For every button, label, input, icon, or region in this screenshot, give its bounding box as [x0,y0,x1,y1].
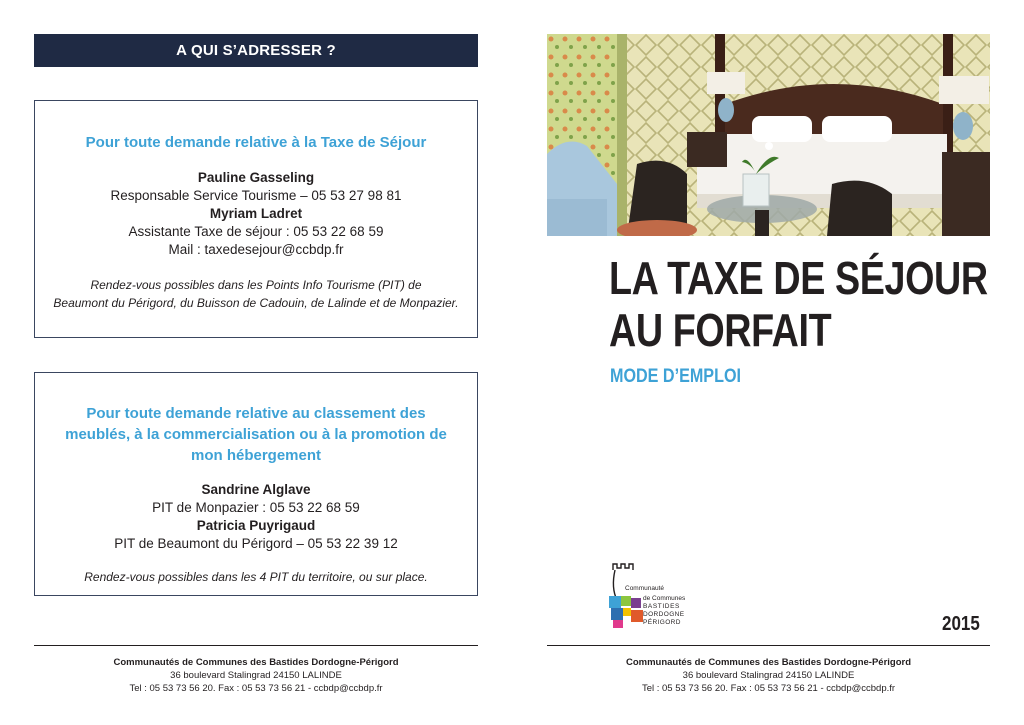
main-title-line2: AU FORFAIT [609,304,832,356]
contact-role: PIT de Beaumont du Périgord – 05 53 22 39 12 [114,536,398,551]
note-line: Rendez-vous possibles dans les 4 PIT du territoire, ou sur place. [84,570,428,584]
contact-name: Pauline Gasseling [197,170,315,185]
section-title-bar [34,34,478,67]
logo-text-line5: PÉRIGORD [643,619,681,626]
hotel-room-photo [547,34,990,236]
contact-name: Myriam Ladret [209,206,303,221]
subtitle: MODE D’EMPLOI [610,366,742,387]
contact-name: Patricia Puyrigaud [196,518,316,533]
tax-contact-box [34,100,478,338]
footer-org: Communautés de Communes des Bastides Dordogne-Périgord [625,657,912,668]
note-line: Rendez-vous possibles dans les Points Info Tourisme (PIT) de [90,278,422,292]
section-title: A QUI S’ADRESSER ? [176,42,336,59]
classement-contact-box [34,372,478,596]
footer-divider-right [547,645,990,646]
footer-org: Communautés de Communes des Bastides Dordogne-Périgord [113,657,399,668]
footer-address: 36 boulevard Stalingrad 24150 LALINDE [682,670,855,681]
contact-role: PIT de Monpazier : 05 53 22 68 59 [152,500,360,515]
contact-mail: Mail : taxedesejour@ccbdp.fr [168,242,344,257]
logo-text-line2: de Communes [643,595,686,602]
main-title [609,252,988,356]
year: 2015 [942,613,980,635]
tax-contact-title: Pour toute demande relative à la Taxe de Séjour [85,134,427,151]
contact-name: Sandrine Alglave [201,482,311,497]
contact-role: Assistante Taxe de séjour : 05 53 22 68 59 [128,224,384,239]
contact-role: Responsable Service Tourisme – 05 53 27 98 81 [110,188,402,203]
logo-text-line1: Communauté [625,585,665,592]
logo-text-line4: DORDOGNE [643,611,685,618]
note-line: Beaumont du Périgord, du Buisson de Cadouin, de Lalinde et de Monpazier. [53,296,459,310]
ccbdp-logo [607,562,697,632]
footer-address: 36 boulevard Stalingrad 24150 LALINDE [170,670,342,681]
footer-contact: Tel : 05 53 73 56 20. Fax : 05 53 73 56 21 - ccbdp@ccbdp.fr [641,683,896,694]
logo-text-line3: BASTIDES [643,603,680,610]
footer-contact: Tel : 05 53 73 56 20. Fax : 05 53 73 56 21 - ccbdp@ccbdp.fr [129,683,383,694]
footer-divider-left [34,645,478,646]
main-title-line1: LA TAXE DE SÉJOUR [609,252,988,304]
footer-left [34,656,478,695]
footer-right [547,656,990,695]
classement-contact-title: Pour toute demande relative au classement des meublés, à la commercialisation ou à la promotion de mon hébergement [65,405,447,464]
